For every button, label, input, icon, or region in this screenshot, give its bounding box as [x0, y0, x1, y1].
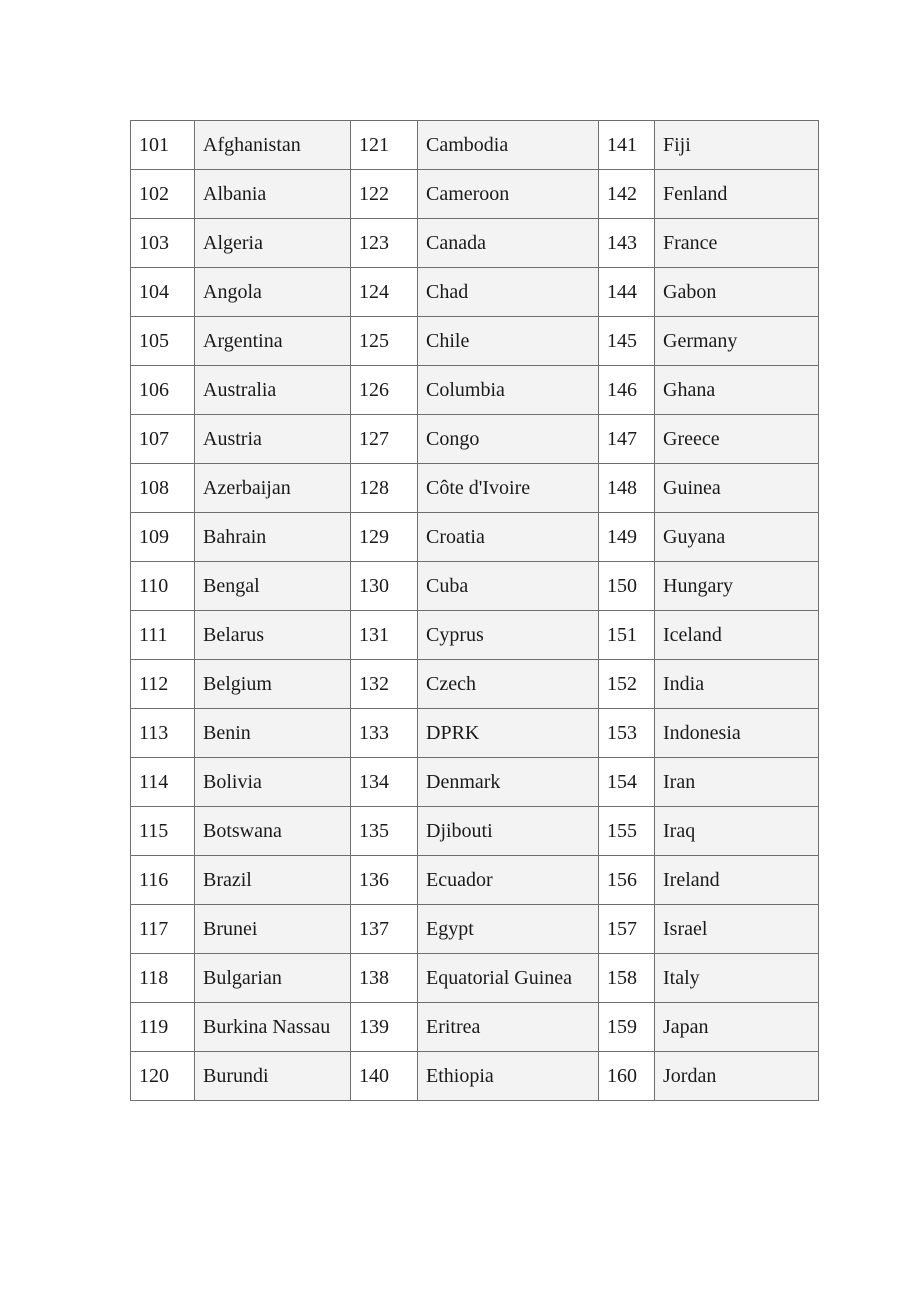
country-name-cell: Equatorial Guinea — [418, 954, 599, 1003]
country-code-cell: 143 — [599, 219, 655, 268]
country-name-cell: Azerbaijan — [195, 464, 351, 513]
country-name-cell: Cuba — [418, 562, 599, 611]
country-name-cell: Chad — [418, 268, 599, 317]
country-code-cell: 155 — [599, 807, 655, 856]
country-name-cell: Ireland — [655, 856, 819, 905]
country-code-cell: 121 — [351, 121, 418, 170]
table-row — [131, 268, 819, 317]
country-name-cell: Cameroon — [418, 170, 599, 219]
country-name-cell: India — [655, 660, 819, 709]
country-name-cell: Chile — [418, 317, 599, 366]
table-row — [131, 611, 819, 660]
country-name-cell: Eritrea — [418, 1003, 599, 1052]
country-code-cell: 129 — [351, 513, 418, 562]
country-code-cell: 134 — [351, 758, 418, 807]
country-name-cell: Botswana — [195, 807, 351, 856]
table-row — [131, 807, 819, 856]
country-name-cell: Jordan — [655, 1052, 819, 1101]
country-name-cell: Bulgarian — [195, 954, 351, 1003]
country-code-cell: 156 — [599, 856, 655, 905]
country-name-cell: Greece — [655, 415, 819, 464]
country-code-cell: 120 — [131, 1052, 195, 1101]
country-name-cell: Djibouti — [418, 807, 599, 856]
country-name-cell: Gabon — [655, 268, 819, 317]
country-code-cell: 106 — [131, 366, 195, 415]
country-code-cell: 112 — [131, 660, 195, 709]
country-code-cell: 128 — [351, 464, 418, 513]
country-code-cell: 108 — [131, 464, 195, 513]
country-code-cell: 153 — [599, 709, 655, 758]
country-name-cell: Canada — [418, 219, 599, 268]
country-code-cell: 154 — [599, 758, 655, 807]
table-row — [131, 366, 819, 415]
country-name-cell: Afghanistan — [195, 121, 351, 170]
country-name-cell: Côte d'Ivoire — [418, 464, 599, 513]
table-row — [131, 317, 819, 366]
country-code-cell: 131 — [351, 611, 418, 660]
country-code-cell: 141 — [599, 121, 655, 170]
country-name-cell: Guinea — [655, 464, 819, 513]
country-name-cell: Iceland — [655, 611, 819, 660]
country-name-cell: Benin — [195, 709, 351, 758]
country-code-cell: 102 — [131, 170, 195, 219]
country-code-cell: 114 — [131, 758, 195, 807]
country-code-cell: 113 — [131, 709, 195, 758]
country-name-cell: Cyprus — [418, 611, 599, 660]
country-code-cell: 130 — [351, 562, 418, 611]
country-code-cell: 132 — [351, 660, 418, 709]
table-body — [131, 121, 819, 1101]
table-row — [131, 464, 819, 513]
country-code-cell: 147 — [599, 415, 655, 464]
country-code-cell: 140 — [351, 1052, 418, 1101]
country-code-cell: 105 — [131, 317, 195, 366]
country-name-cell: Cambodia — [418, 121, 599, 170]
country-name-cell: Bengal — [195, 562, 351, 611]
country-name-cell: Croatia — [418, 513, 599, 562]
table-row — [131, 415, 819, 464]
country-name-cell: Ethiopia — [418, 1052, 599, 1101]
table-row — [131, 121, 819, 170]
country-code-cell: 104 — [131, 268, 195, 317]
country-code-cell: 135 — [351, 807, 418, 856]
country-code-cell: 148 — [599, 464, 655, 513]
country-name-cell: France — [655, 219, 819, 268]
country-code-cell: 137 — [351, 905, 418, 954]
country-name-cell: Denmark — [418, 758, 599, 807]
table-row — [131, 562, 819, 611]
country-name-cell: Indonesia — [655, 709, 819, 758]
country-code-cell: 149 — [599, 513, 655, 562]
country-name-cell: Czech — [418, 660, 599, 709]
country-code-cell: 123 — [351, 219, 418, 268]
country-name-cell: Algeria — [195, 219, 351, 268]
table-row — [131, 709, 819, 758]
country-code-cell: 159 — [599, 1003, 655, 1052]
country-code-cell: 150 — [599, 562, 655, 611]
country-code-cell: 110 — [131, 562, 195, 611]
country-code-cell: 119 — [131, 1003, 195, 1052]
country-code-cell: 117 — [131, 905, 195, 954]
country-name-cell: Ecuador — [418, 856, 599, 905]
country-name-cell: Iraq — [655, 807, 819, 856]
country-code-cell: 151 — [599, 611, 655, 660]
table-row — [131, 954, 819, 1003]
country-name-cell: Congo — [418, 415, 599, 464]
country-code-cell: 101 — [131, 121, 195, 170]
country-name-cell: Israel — [655, 905, 819, 954]
country-code-cell: 145 — [599, 317, 655, 366]
country-code-cell: 133 — [351, 709, 418, 758]
country-code-cell: 144 — [599, 268, 655, 317]
country-code-cell: 116 — [131, 856, 195, 905]
country-name-cell: Brazil — [195, 856, 351, 905]
country-name-cell: Albania — [195, 170, 351, 219]
table-row — [131, 758, 819, 807]
country-name-cell: Burundi — [195, 1052, 351, 1101]
country-code-cell: 146 — [599, 366, 655, 415]
table-row — [131, 1052, 819, 1101]
country-code-cell: 139 — [351, 1003, 418, 1052]
country-code-cell: 111 — [131, 611, 195, 660]
country-name-cell: Fenland — [655, 170, 819, 219]
table-row — [131, 856, 819, 905]
country-code-cell: 118 — [131, 954, 195, 1003]
country-name-cell: Columbia — [418, 366, 599, 415]
country-code-cell: 109 — [131, 513, 195, 562]
country-name-cell: Egypt — [418, 905, 599, 954]
country-name-cell: Guyana — [655, 513, 819, 562]
country-code-cell: 122 — [351, 170, 418, 219]
country-code-cell: 126 — [351, 366, 418, 415]
country-name-cell: Belarus — [195, 611, 351, 660]
table-row — [131, 905, 819, 954]
table-row — [131, 219, 819, 268]
table-row — [131, 1003, 819, 1052]
country-code-cell: 107 — [131, 415, 195, 464]
country-code-cell: 158 — [599, 954, 655, 1003]
country-code-cell: 115 — [131, 807, 195, 856]
country-name-cell: Angola — [195, 268, 351, 317]
country-code-cell: 142 — [599, 170, 655, 219]
country-name-cell: DPRK — [418, 709, 599, 758]
country-code-table — [130, 120, 819, 1101]
country-code-cell: 152 — [599, 660, 655, 709]
country-code-cell: 124 — [351, 268, 418, 317]
country-name-cell: Burkina Nassau — [195, 1003, 351, 1052]
country-code-cell: 138 — [351, 954, 418, 1003]
table-row — [131, 513, 819, 562]
country-code-cell: 160 — [599, 1052, 655, 1101]
country-name-cell: Belgium — [195, 660, 351, 709]
country-name-cell: Austria — [195, 415, 351, 464]
country-name-cell: Fiji — [655, 121, 819, 170]
country-name-cell: Australia — [195, 366, 351, 415]
country-name-cell: Brunei — [195, 905, 351, 954]
country-name-cell: Hungary — [655, 562, 819, 611]
country-name-cell: Italy — [655, 954, 819, 1003]
country-code-cell: 127 — [351, 415, 418, 464]
country-name-cell: Japan — [655, 1003, 819, 1052]
country-name-cell: Germany — [655, 317, 819, 366]
country-name-cell: Ghana — [655, 366, 819, 415]
country-code-cell: 103 — [131, 219, 195, 268]
country-code-cell: 136 — [351, 856, 418, 905]
country-name-cell: Bolivia — [195, 758, 351, 807]
table-row — [131, 660, 819, 709]
country-code-cell: 157 — [599, 905, 655, 954]
country-name-cell: Argentina — [195, 317, 351, 366]
table-row — [131, 170, 819, 219]
country-name-cell: Iran — [655, 758, 819, 807]
country-code-cell: 125 — [351, 317, 418, 366]
country-name-cell: Bahrain — [195, 513, 351, 562]
